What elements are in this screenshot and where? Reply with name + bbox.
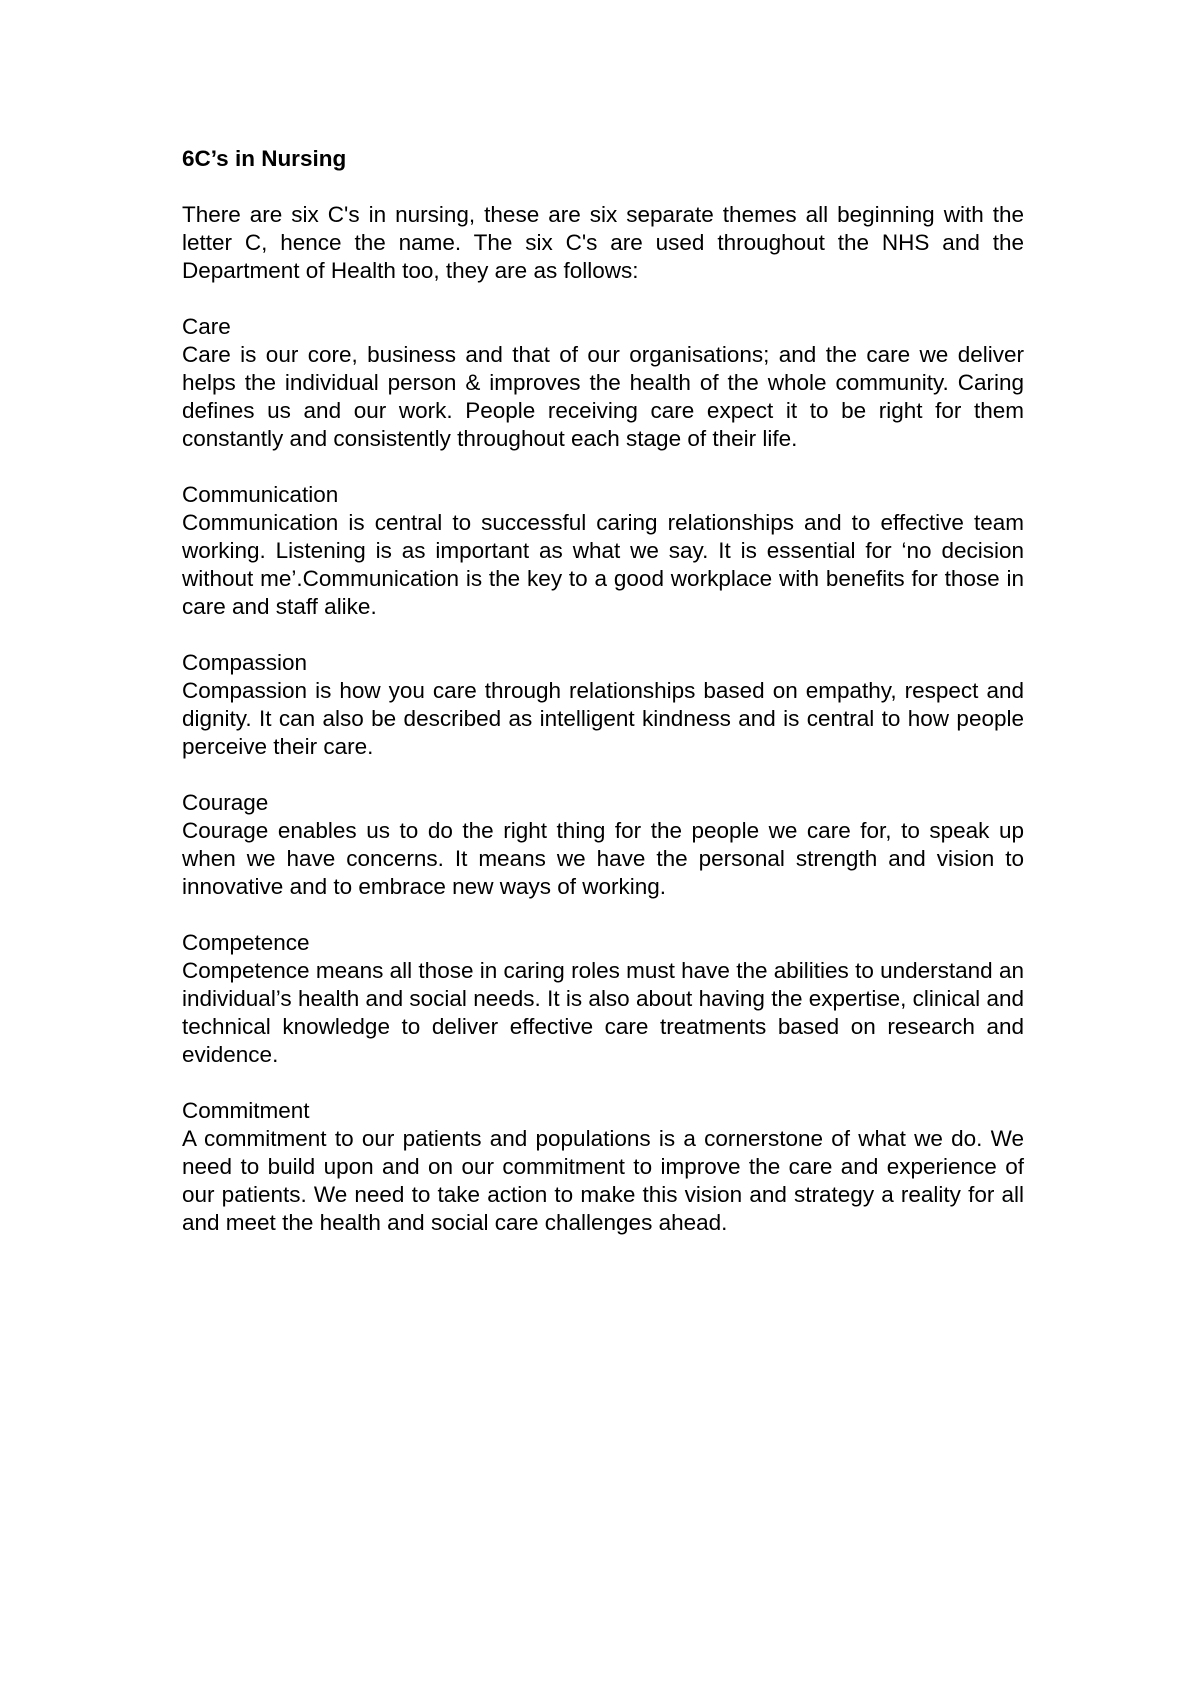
section-communication (182, 481, 1024, 621)
section-commitment (182, 1097, 1024, 1237)
section-heading: Care (182, 314, 231, 339)
section-body: Care is our core, business and that of our organisations; and the care we deliver helps the individual person & improves the health of the whole community. Caring defines us and our work. People receiving care expect it to be right for them constantly and consistently throughout each stage of their life. (182, 342, 1024, 451)
section-heading: Compassion (182, 650, 308, 675)
section-body: Competence means all those in caring roles must have the abilities to understand an individual’s health and social needs. It is also about having the expertise, clinical and technical knowledge to deliver effective care treatments based on research and evidence. (182, 958, 1024, 1067)
document-title: 6C’s in Nursing (182, 146, 347, 171)
section-heading: Commitment (182, 1098, 310, 1123)
section-body: Communication is central to successful caring relationships and to effective team working. Listening is as important as what we say. It is essential for ‘no decision without me’.Communication is the key to a good workplace with benefits for those in care and staff alike. (182, 510, 1024, 619)
section-compassion (182, 649, 1024, 761)
section-heading: Courage (182, 790, 269, 815)
section-courage (182, 789, 1024, 901)
section-body: Compassion is how you care through relationships based on empathy, respect and dignity. It can also be described as intelligent kindness and is central to how people perceive their care. (182, 678, 1024, 759)
document-content (182, 145, 1024, 1265)
section-heading: Communication (182, 482, 339, 507)
section-competence (182, 929, 1024, 1069)
section-heading: Competence (182, 930, 310, 955)
section-care (182, 313, 1024, 453)
section-body: A commitment to our patients and populations is a cornerstone of what we do. We need to build upon and on our commitment to improve the care and experience of our patients. We need to take action to make this vision and strategy a reality for all and meet the health and social care challenges ahead. (182, 1126, 1024, 1235)
intro-paragraph: There are six C's in nursing, these are six separate themes all beginning with the letter C, hence the name. The six C's are used throughout the NHS and the Department of Health too, they are as follows: (182, 202, 1024, 283)
section-body: Courage enables us to do the right thing for the people we care for, to speak up when we have concerns. It means we have the personal strength and vision to innovative and to embrace new ways of working. (182, 818, 1024, 899)
